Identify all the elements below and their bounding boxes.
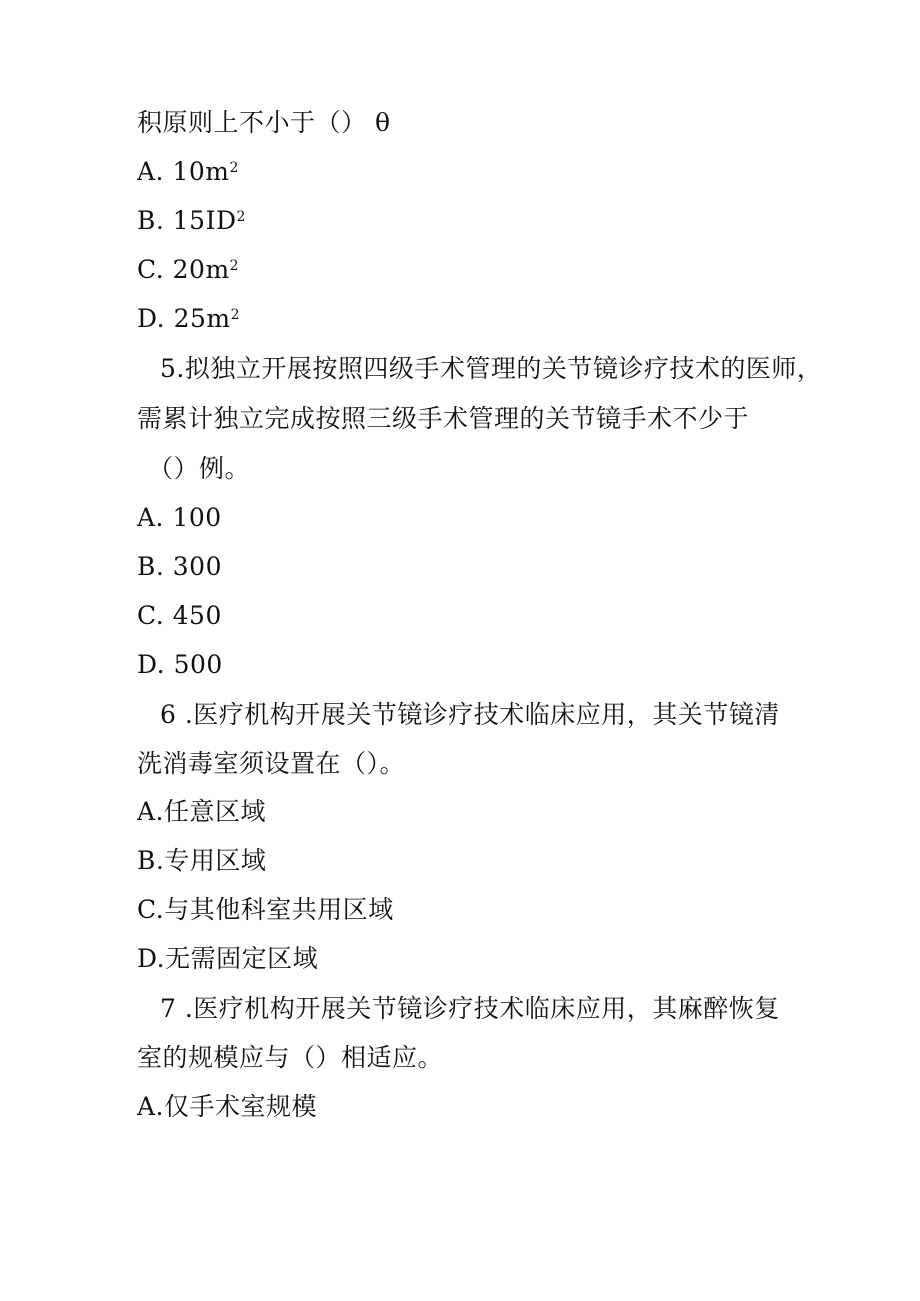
question-6-option-a [137,797,266,827]
option-value: 专用区域 [164,846,267,875]
question-5-line-2: 需累计独立完成按照三级手术管理的关节镜手术不少于 [137,404,750,433]
option-letter: A. [137,503,165,532]
question-7-line-2: 室的规模应与（）相适应。 [137,1043,444,1072]
question-7-option-a [137,1092,317,1122]
question-4-option-d [137,304,240,334]
question-4-continuation [137,108,391,138]
option-value: 与其他科室共用区域 [164,895,394,924]
question-5-option-a [137,503,222,533]
question-4-option-a [137,157,239,187]
question-6-line-1: 6 .医疗机构开展关节镜诊疗技术临床应用，其关节镜清 [160,700,780,729]
option-letter: B. [137,846,165,875]
option-value: 15ID [172,206,237,235]
option-value: 无需固定区域 [165,944,319,973]
option-value: 任意区域 [164,797,267,826]
option-letter: A. [137,1092,165,1121]
option-letter: C. [137,601,165,630]
question-6-option-d [137,944,318,974]
option-value: 25m [173,304,231,333]
option-value: 500 [173,650,223,679]
option-letter: A. [137,157,165,186]
option-letter: D. [137,304,166,333]
question-5-option-d [137,650,223,680]
option-letter: D. [137,944,166,973]
question-5-line-3: （）例。 [148,454,251,483]
option-value: 450 [172,601,222,630]
option-value: 20m [172,255,230,284]
question-7-line-1: 7 .医疗机构开展关节镜诊疗技术临床应用，其麻醉恢复 [160,994,780,1023]
option-value: 100 [172,503,222,532]
option-value: 仅手术室规模 [164,1092,318,1121]
option-superscript: 2 [229,258,240,274]
question-6-option-b [137,846,266,876]
option-superscript: 2 [230,307,241,323]
question-5-line-1: 5.拟独立开展按照四级手术管理的关节镜诊疗技术的医师， [160,354,823,383]
option-letter: C. [137,255,165,284]
option-letter: A. [137,797,165,826]
option-letter: C. [137,895,165,924]
question-4-option-b [137,206,246,236]
option-value: 300 [172,552,222,581]
option-letter: D. [137,650,166,679]
question-4-option-c [137,255,239,285]
question-5-option-c [137,601,222,631]
question-6-line-2: 洗消毒室须设置在（）。 [137,749,406,778]
option-letter: B. [137,552,165,581]
option-value: 10m [172,157,230,186]
option-superscript: 2 [229,160,239,176]
option-letter: B. [137,206,165,235]
option-superscript: 2 [236,209,246,225]
question-5-option-b [137,552,222,582]
question-6-option-c [137,895,394,925]
question-4-text: 积原则上不小于（） θ [137,108,391,137]
